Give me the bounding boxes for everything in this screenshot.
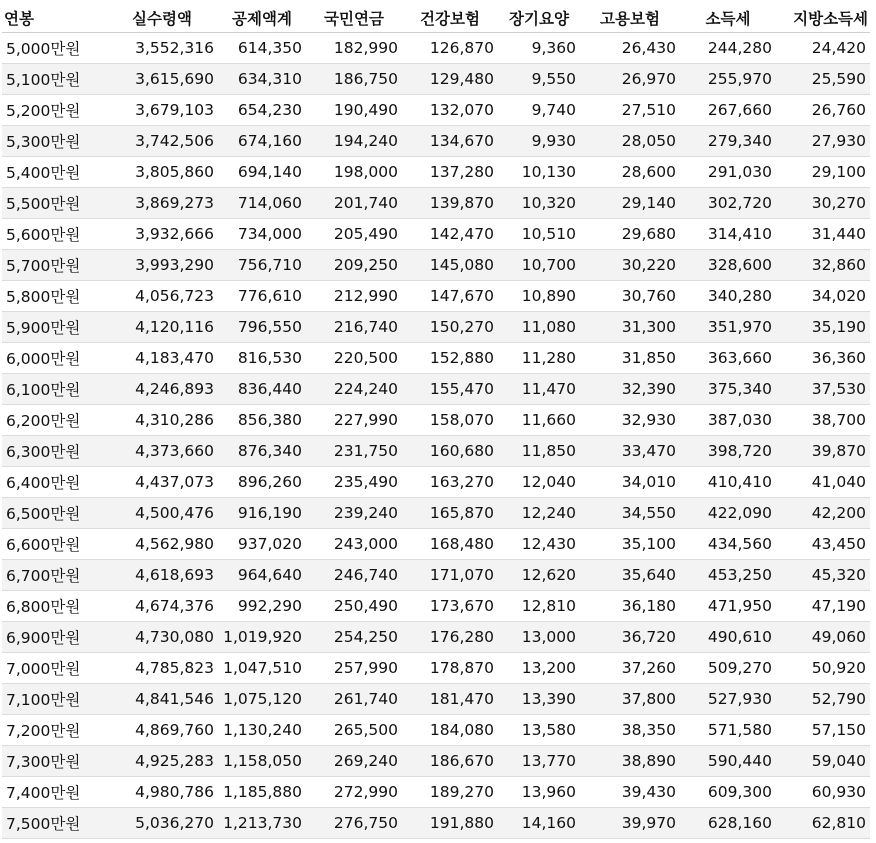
cell-income-tax: 471,950 xyxy=(680,591,776,622)
cell-long-term-care: 11,080 xyxy=(498,312,580,343)
cell-annual-salary: 6,700만원 xyxy=(2,560,106,591)
cell-income-tax: 351,970 xyxy=(680,312,776,343)
cell-national-pension: 216,740 xyxy=(306,312,402,343)
cell-health-insurance: 184,080 xyxy=(402,715,498,746)
cell-local-income-tax: 39,870 xyxy=(776,436,870,467)
cell-net-pay: 4,562,980 xyxy=(106,529,218,560)
cell-income-tax: 302,720 xyxy=(680,188,776,219)
cell-health-insurance: 163,270 xyxy=(402,467,498,498)
cell-annual-salary: 5,200만원 xyxy=(2,95,106,126)
cell-net-pay: 4,120,116 xyxy=(106,312,218,343)
cell-long-term-care: 9,930 xyxy=(498,126,580,157)
cell-long-term-care: 13,200 xyxy=(498,653,580,684)
cell-employment-insurance: 38,890 xyxy=(580,746,680,777)
cell-net-pay: 4,925,283 xyxy=(106,746,218,777)
cell-income-tax: 375,340 xyxy=(680,374,776,405)
cell-income-tax: 453,250 xyxy=(680,560,776,591)
cell-income-tax: 410,410 xyxy=(680,467,776,498)
cell-employment-insurance: 35,640 xyxy=(580,560,680,591)
cell-long-term-care: 13,390 xyxy=(498,684,580,715)
cell-national-pension: 224,240 xyxy=(306,374,402,405)
cell-annual-salary: 6,000만원 xyxy=(2,343,106,374)
cell-total-deduction: 714,060 xyxy=(218,188,306,219)
cell-employment-insurance: 39,430 xyxy=(580,777,680,808)
cell-long-term-care: 13,960 xyxy=(498,777,580,808)
table-row xyxy=(2,374,870,405)
cell-health-insurance: 132,070 xyxy=(402,95,498,126)
cell-local-income-tax: 37,530 xyxy=(776,374,870,405)
table-row xyxy=(2,560,870,591)
table-row xyxy=(2,746,870,777)
cell-local-income-tax: 57,150 xyxy=(776,715,870,746)
cell-annual-salary: 6,200만원 xyxy=(2,405,106,436)
header-long-term-care: 장기요양 xyxy=(498,4,580,33)
cell-total-deduction: 1,213,730 xyxy=(218,808,306,839)
cell-employment-insurance: 26,430 xyxy=(580,33,680,64)
cell-total-deduction: 1,019,920 xyxy=(218,622,306,653)
cell-annual-salary: 6,400만원 xyxy=(2,467,106,498)
cell-total-deduction: 776,610 xyxy=(218,281,306,312)
cell-health-insurance: 150,270 xyxy=(402,312,498,343)
cell-net-pay: 3,552,316 xyxy=(106,33,218,64)
cell-employment-insurance: 28,050 xyxy=(580,126,680,157)
cell-health-insurance: 152,880 xyxy=(402,343,498,374)
cell-total-deduction: 964,640 xyxy=(218,560,306,591)
cell-national-pension: 194,240 xyxy=(306,126,402,157)
cell-local-income-tax: 59,040 xyxy=(776,746,870,777)
cell-employment-insurance: 38,350 xyxy=(580,715,680,746)
cell-national-pension: 201,740 xyxy=(306,188,402,219)
cell-employment-insurance: 29,140 xyxy=(580,188,680,219)
cell-national-pension: 257,990 xyxy=(306,653,402,684)
header-national-pension: 국민연금 xyxy=(306,4,402,33)
table-row xyxy=(2,591,870,622)
cell-local-income-tax: 49,060 xyxy=(776,622,870,653)
cell-local-income-tax: 47,190 xyxy=(776,591,870,622)
cell-health-insurance: 186,670 xyxy=(402,746,498,777)
cell-long-term-care: 13,000 xyxy=(498,622,580,653)
cell-income-tax: 609,300 xyxy=(680,777,776,808)
table-row xyxy=(2,684,870,715)
cell-health-insurance: 147,670 xyxy=(402,281,498,312)
cell-income-tax: 434,560 xyxy=(680,529,776,560)
cell-net-pay: 4,246,893 xyxy=(106,374,218,405)
cell-income-tax: 314,410 xyxy=(680,219,776,250)
cell-annual-salary: 5,900만원 xyxy=(2,312,106,343)
cell-health-insurance: 178,870 xyxy=(402,653,498,684)
table-row xyxy=(2,157,870,188)
cell-health-insurance: 134,670 xyxy=(402,126,498,157)
cell-health-insurance: 189,270 xyxy=(402,777,498,808)
cell-income-tax: 628,160 xyxy=(680,808,776,839)
cell-employment-insurance: 27,510 xyxy=(580,95,680,126)
cell-net-pay: 4,183,470 xyxy=(106,343,218,374)
cell-local-income-tax: 31,440 xyxy=(776,219,870,250)
header-health-insurance: 건강보험 xyxy=(402,4,498,33)
cell-national-pension: 205,490 xyxy=(306,219,402,250)
cell-employment-insurance: 31,300 xyxy=(580,312,680,343)
cell-net-pay: 4,841,546 xyxy=(106,684,218,715)
cell-annual-salary: 5,700만원 xyxy=(2,250,106,281)
cell-health-insurance: 165,870 xyxy=(402,498,498,529)
cell-total-deduction: 916,190 xyxy=(218,498,306,529)
header-annual-salary: 연봉 xyxy=(2,4,106,33)
cell-long-term-care: 12,620 xyxy=(498,560,580,591)
cell-national-pension: 243,000 xyxy=(306,529,402,560)
cell-total-deduction: 992,290 xyxy=(218,591,306,622)
cell-long-term-care: 13,770 xyxy=(498,746,580,777)
salary-deduction-table xyxy=(2,4,870,839)
cell-income-tax: 509,270 xyxy=(680,653,776,684)
cell-total-deduction: 756,710 xyxy=(218,250,306,281)
cell-annual-salary: 6,500만원 xyxy=(2,498,106,529)
cell-total-deduction: 734,000 xyxy=(218,219,306,250)
cell-net-pay: 4,730,080 xyxy=(106,622,218,653)
cell-employment-insurance: 30,760 xyxy=(580,281,680,312)
cell-total-deduction: 876,340 xyxy=(218,436,306,467)
cell-total-deduction: 694,140 xyxy=(218,157,306,188)
cell-income-tax: 527,930 xyxy=(680,684,776,715)
cell-national-pension: 265,500 xyxy=(306,715,402,746)
header-total-deduction: 공제액계 xyxy=(218,4,306,33)
cell-employment-insurance: 32,390 xyxy=(580,374,680,405)
table-row xyxy=(2,653,870,684)
cell-employment-insurance: 32,930 xyxy=(580,405,680,436)
cell-employment-insurance: 34,010 xyxy=(580,467,680,498)
cell-income-tax: 398,720 xyxy=(680,436,776,467)
cell-total-deduction: 1,185,880 xyxy=(218,777,306,808)
cell-net-pay: 4,437,073 xyxy=(106,467,218,498)
cell-long-term-care: 12,040 xyxy=(498,467,580,498)
cell-income-tax: 387,030 xyxy=(680,405,776,436)
cell-net-pay: 4,980,786 xyxy=(106,777,218,808)
cell-annual-salary: 6,600만원 xyxy=(2,529,106,560)
cell-annual-salary: 7,100만원 xyxy=(2,684,106,715)
cell-net-pay: 3,869,273 xyxy=(106,188,218,219)
cell-net-pay: 4,310,286 xyxy=(106,405,218,436)
cell-long-term-care: 10,130 xyxy=(498,157,580,188)
cell-long-term-care: 11,660 xyxy=(498,405,580,436)
cell-net-pay: 5,036,270 xyxy=(106,808,218,839)
table-row xyxy=(2,777,870,808)
cell-local-income-tax: 26,760 xyxy=(776,95,870,126)
cell-annual-salary: 6,800만원 xyxy=(2,591,106,622)
table-header xyxy=(2,4,870,33)
cell-total-deduction: 796,550 xyxy=(218,312,306,343)
cell-annual-salary: 7,300만원 xyxy=(2,746,106,777)
cell-net-pay: 4,500,476 xyxy=(106,498,218,529)
cell-total-deduction: 674,160 xyxy=(218,126,306,157)
cell-local-income-tax: 52,790 xyxy=(776,684,870,715)
cell-long-term-care: 11,470 xyxy=(498,374,580,405)
cell-national-pension: 254,250 xyxy=(306,622,402,653)
header-net-pay: 실수령액 xyxy=(106,4,218,33)
cell-annual-salary: 5,600만원 xyxy=(2,219,106,250)
cell-long-term-care: 11,280 xyxy=(498,343,580,374)
cell-health-insurance: 145,080 xyxy=(402,250,498,281)
table-row xyxy=(2,343,870,374)
table-row xyxy=(2,95,870,126)
cell-long-term-care: 14,160 xyxy=(498,808,580,839)
cell-national-pension: 235,490 xyxy=(306,467,402,498)
cell-income-tax: 590,440 xyxy=(680,746,776,777)
cell-annual-salary: 5,500만원 xyxy=(2,188,106,219)
cell-employment-insurance: 33,470 xyxy=(580,436,680,467)
cell-long-term-care: 10,510 xyxy=(498,219,580,250)
cell-employment-insurance: 28,600 xyxy=(580,157,680,188)
table-row xyxy=(2,808,870,839)
cell-net-pay: 3,932,666 xyxy=(106,219,218,250)
cell-total-deduction: 896,260 xyxy=(218,467,306,498)
table-row xyxy=(2,250,870,281)
cell-health-insurance: 191,880 xyxy=(402,808,498,839)
cell-national-pension: 261,740 xyxy=(306,684,402,715)
cell-annual-salary: 5,300만원 xyxy=(2,126,106,157)
cell-long-term-care: 12,430 xyxy=(498,529,580,560)
cell-local-income-tax: 60,930 xyxy=(776,777,870,808)
cell-annual-salary: 5,400만원 xyxy=(2,157,106,188)
cell-health-insurance: 137,280 xyxy=(402,157,498,188)
table-row xyxy=(2,126,870,157)
cell-local-income-tax: 34,020 xyxy=(776,281,870,312)
cell-long-term-care: 13,580 xyxy=(498,715,580,746)
cell-total-deduction: 1,047,510 xyxy=(218,653,306,684)
cell-total-deduction: 816,530 xyxy=(218,343,306,374)
cell-local-income-tax: 30,270 xyxy=(776,188,870,219)
cell-health-insurance: 171,070 xyxy=(402,560,498,591)
table-row xyxy=(2,715,870,746)
cell-local-income-tax: 45,320 xyxy=(776,560,870,591)
cell-income-tax: 490,610 xyxy=(680,622,776,653)
cell-local-income-tax: 36,360 xyxy=(776,343,870,374)
cell-annual-salary: 7,000만원 xyxy=(2,653,106,684)
cell-long-term-care: 11,850 xyxy=(498,436,580,467)
cell-employment-insurance: 34,550 xyxy=(580,498,680,529)
cell-income-tax: 571,580 xyxy=(680,715,776,746)
cell-total-deduction: 1,130,240 xyxy=(218,715,306,746)
cell-health-insurance: 160,680 xyxy=(402,436,498,467)
cell-national-pension: 250,490 xyxy=(306,591,402,622)
cell-income-tax: 422,090 xyxy=(680,498,776,529)
cell-health-insurance: 129,480 xyxy=(402,64,498,95)
cell-national-pension: 227,990 xyxy=(306,405,402,436)
cell-long-term-care: 10,320 xyxy=(498,188,580,219)
table-row xyxy=(2,188,870,219)
cell-employment-insurance: 39,970 xyxy=(580,808,680,839)
cell-long-term-care: 9,740 xyxy=(498,95,580,126)
cell-employment-insurance: 29,680 xyxy=(580,219,680,250)
cell-national-pension: 239,240 xyxy=(306,498,402,529)
cell-health-insurance: 158,070 xyxy=(402,405,498,436)
cell-local-income-tax: 41,040 xyxy=(776,467,870,498)
cell-income-tax: 244,280 xyxy=(680,33,776,64)
table-row xyxy=(2,281,870,312)
cell-local-income-tax: 42,200 xyxy=(776,498,870,529)
cell-local-income-tax: 25,590 xyxy=(776,64,870,95)
table-row xyxy=(2,529,870,560)
cell-local-income-tax: 32,860 xyxy=(776,250,870,281)
cell-total-deduction: 937,020 xyxy=(218,529,306,560)
cell-total-deduction: 654,230 xyxy=(218,95,306,126)
cell-long-term-care: 12,810 xyxy=(498,591,580,622)
cell-net-pay: 4,869,760 xyxy=(106,715,218,746)
cell-income-tax: 340,280 xyxy=(680,281,776,312)
cell-total-deduction: 856,380 xyxy=(218,405,306,436)
cell-national-pension: 190,490 xyxy=(306,95,402,126)
cell-local-income-tax: 35,190 xyxy=(776,312,870,343)
cell-national-pension: 246,740 xyxy=(306,560,402,591)
cell-net-pay: 3,742,506 xyxy=(106,126,218,157)
header-row xyxy=(2,4,870,33)
cell-local-income-tax: 27,930 xyxy=(776,126,870,157)
table-row xyxy=(2,622,870,653)
cell-national-pension: 231,750 xyxy=(306,436,402,467)
cell-long-term-care: 12,240 xyxy=(498,498,580,529)
cell-national-pension: 182,990 xyxy=(306,33,402,64)
cell-income-tax: 328,600 xyxy=(680,250,776,281)
cell-national-pension: 220,500 xyxy=(306,343,402,374)
table-row xyxy=(2,467,870,498)
cell-total-deduction: 1,158,050 xyxy=(218,746,306,777)
cell-annual-salary: 7,400만원 xyxy=(2,777,106,808)
table-row xyxy=(2,436,870,467)
table-row xyxy=(2,498,870,529)
cell-national-pension: 209,250 xyxy=(306,250,402,281)
cell-net-pay: 4,373,660 xyxy=(106,436,218,467)
cell-total-deduction: 1,075,120 xyxy=(218,684,306,715)
cell-total-deduction: 614,350 xyxy=(218,33,306,64)
header-employment-insurance: 고용보험 xyxy=(580,4,680,33)
cell-income-tax: 291,030 xyxy=(680,157,776,188)
cell-health-insurance: 139,870 xyxy=(402,188,498,219)
cell-health-insurance: 142,470 xyxy=(402,219,498,250)
cell-net-pay: 3,615,690 xyxy=(106,64,218,95)
cell-net-pay: 3,805,860 xyxy=(106,157,218,188)
cell-national-pension: 212,990 xyxy=(306,281,402,312)
cell-health-insurance: 176,280 xyxy=(402,622,498,653)
cell-employment-insurance: 37,800 xyxy=(580,684,680,715)
cell-income-tax: 363,660 xyxy=(680,343,776,374)
cell-annual-salary: 6,300만원 xyxy=(2,436,106,467)
cell-annual-salary: 6,100만원 xyxy=(2,374,106,405)
cell-national-pension: 269,240 xyxy=(306,746,402,777)
cell-long-term-care: 10,700 xyxy=(498,250,580,281)
cell-total-deduction: 634,310 xyxy=(218,64,306,95)
cell-health-insurance: 126,870 xyxy=(402,33,498,64)
cell-income-tax: 279,340 xyxy=(680,126,776,157)
cell-net-pay: 3,679,103 xyxy=(106,95,218,126)
cell-net-pay: 3,993,290 xyxy=(106,250,218,281)
cell-employment-insurance: 26,970 xyxy=(580,64,680,95)
cell-annual-salary: 5,000만원 xyxy=(2,33,106,64)
table-body xyxy=(2,33,870,839)
cell-national-pension: 272,990 xyxy=(306,777,402,808)
cell-annual-salary: 5,800만원 xyxy=(2,281,106,312)
cell-local-income-tax: 29,100 xyxy=(776,157,870,188)
cell-employment-insurance: 37,260 xyxy=(580,653,680,684)
cell-employment-insurance: 30,220 xyxy=(580,250,680,281)
cell-long-term-care: 9,360 xyxy=(498,33,580,64)
cell-total-deduction: 836,440 xyxy=(218,374,306,405)
cell-long-term-care: 10,890 xyxy=(498,281,580,312)
cell-annual-salary: 6,900만원 xyxy=(2,622,106,653)
cell-income-tax: 267,660 xyxy=(680,95,776,126)
header-income-tax: 소득세 xyxy=(680,4,776,33)
cell-national-pension: 276,750 xyxy=(306,808,402,839)
cell-net-pay: 4,785,823 xyxy=(106,653,218,684)
cell-annual-salary: 5,100만원 xyxy=(2,64,106,95)
cell-national-pension: 186,750 xyxy=(306,64,402,95)
cell-net-pay: 4,056,723 xyxy=(106,281,218,312)
cell-net-pay: 4,674,376 xyxy=(106,591,218,622)
cell-national-pension: 198,000 xyxy=(306,157,402,188)
cell-local-income-tax: 24,420 xyxy=(776,33,870,64)
cell-health-insurance: 181,470 xyxy=(402,684,498,715)
cell-employment-insurance: 36,720 xyxy=(580,622,680,653)
table-row xyxy=(2,33,870,64)
cell-employment-insurance: 31,850 xyxy=(580,343,680,374)
table-row xyxy=(2,64,870,95)
cell-health-insurance: 168,480 xyxy=(402,529,498,560)
cell-local-income-tax: 50,920 xyxy=(776,653,870,684)
cell-annual-salary: 7,200만원 xyxy=(2,715,106,746)
cell-local-income-tax: 62,810 xyxy=(776,808,870,839)
header-local-income-tax: 지방소득세 xyxy=(776,4,870,33)
cell-employment-insurance: 36,180 xyxy=(580,591,680,622)
table-row xyxy=(2,219,870,250)
cell-health-insurance: 173,670 xyxy=(402,591,498,622)
cell-net-pay: 4,618,693 xyxy=(106,560,218,591)
cell-income-tax: 255,970 xyxy=(680,64,776,95)
cell-annual-salary: 7,500만원 xyxy=(2,808,106,839)
cell-health-insurance: 155,470 xyxy=(402,374,498,405)
cell-employment-insurance: 35,100 xyxy=(580,529,680,560)
table-row xyxy=(2,312,870,343)
cell-long-term-care: 9,550 xyxy=(498,64,580,95)
table-row xyxy=(2,405,870,436)
cell-local-income-tax: 43,450 xyxy=(776,529,870,560)
cell-local-income-tax: 38,700 xyxy=(776,405,870,436)
